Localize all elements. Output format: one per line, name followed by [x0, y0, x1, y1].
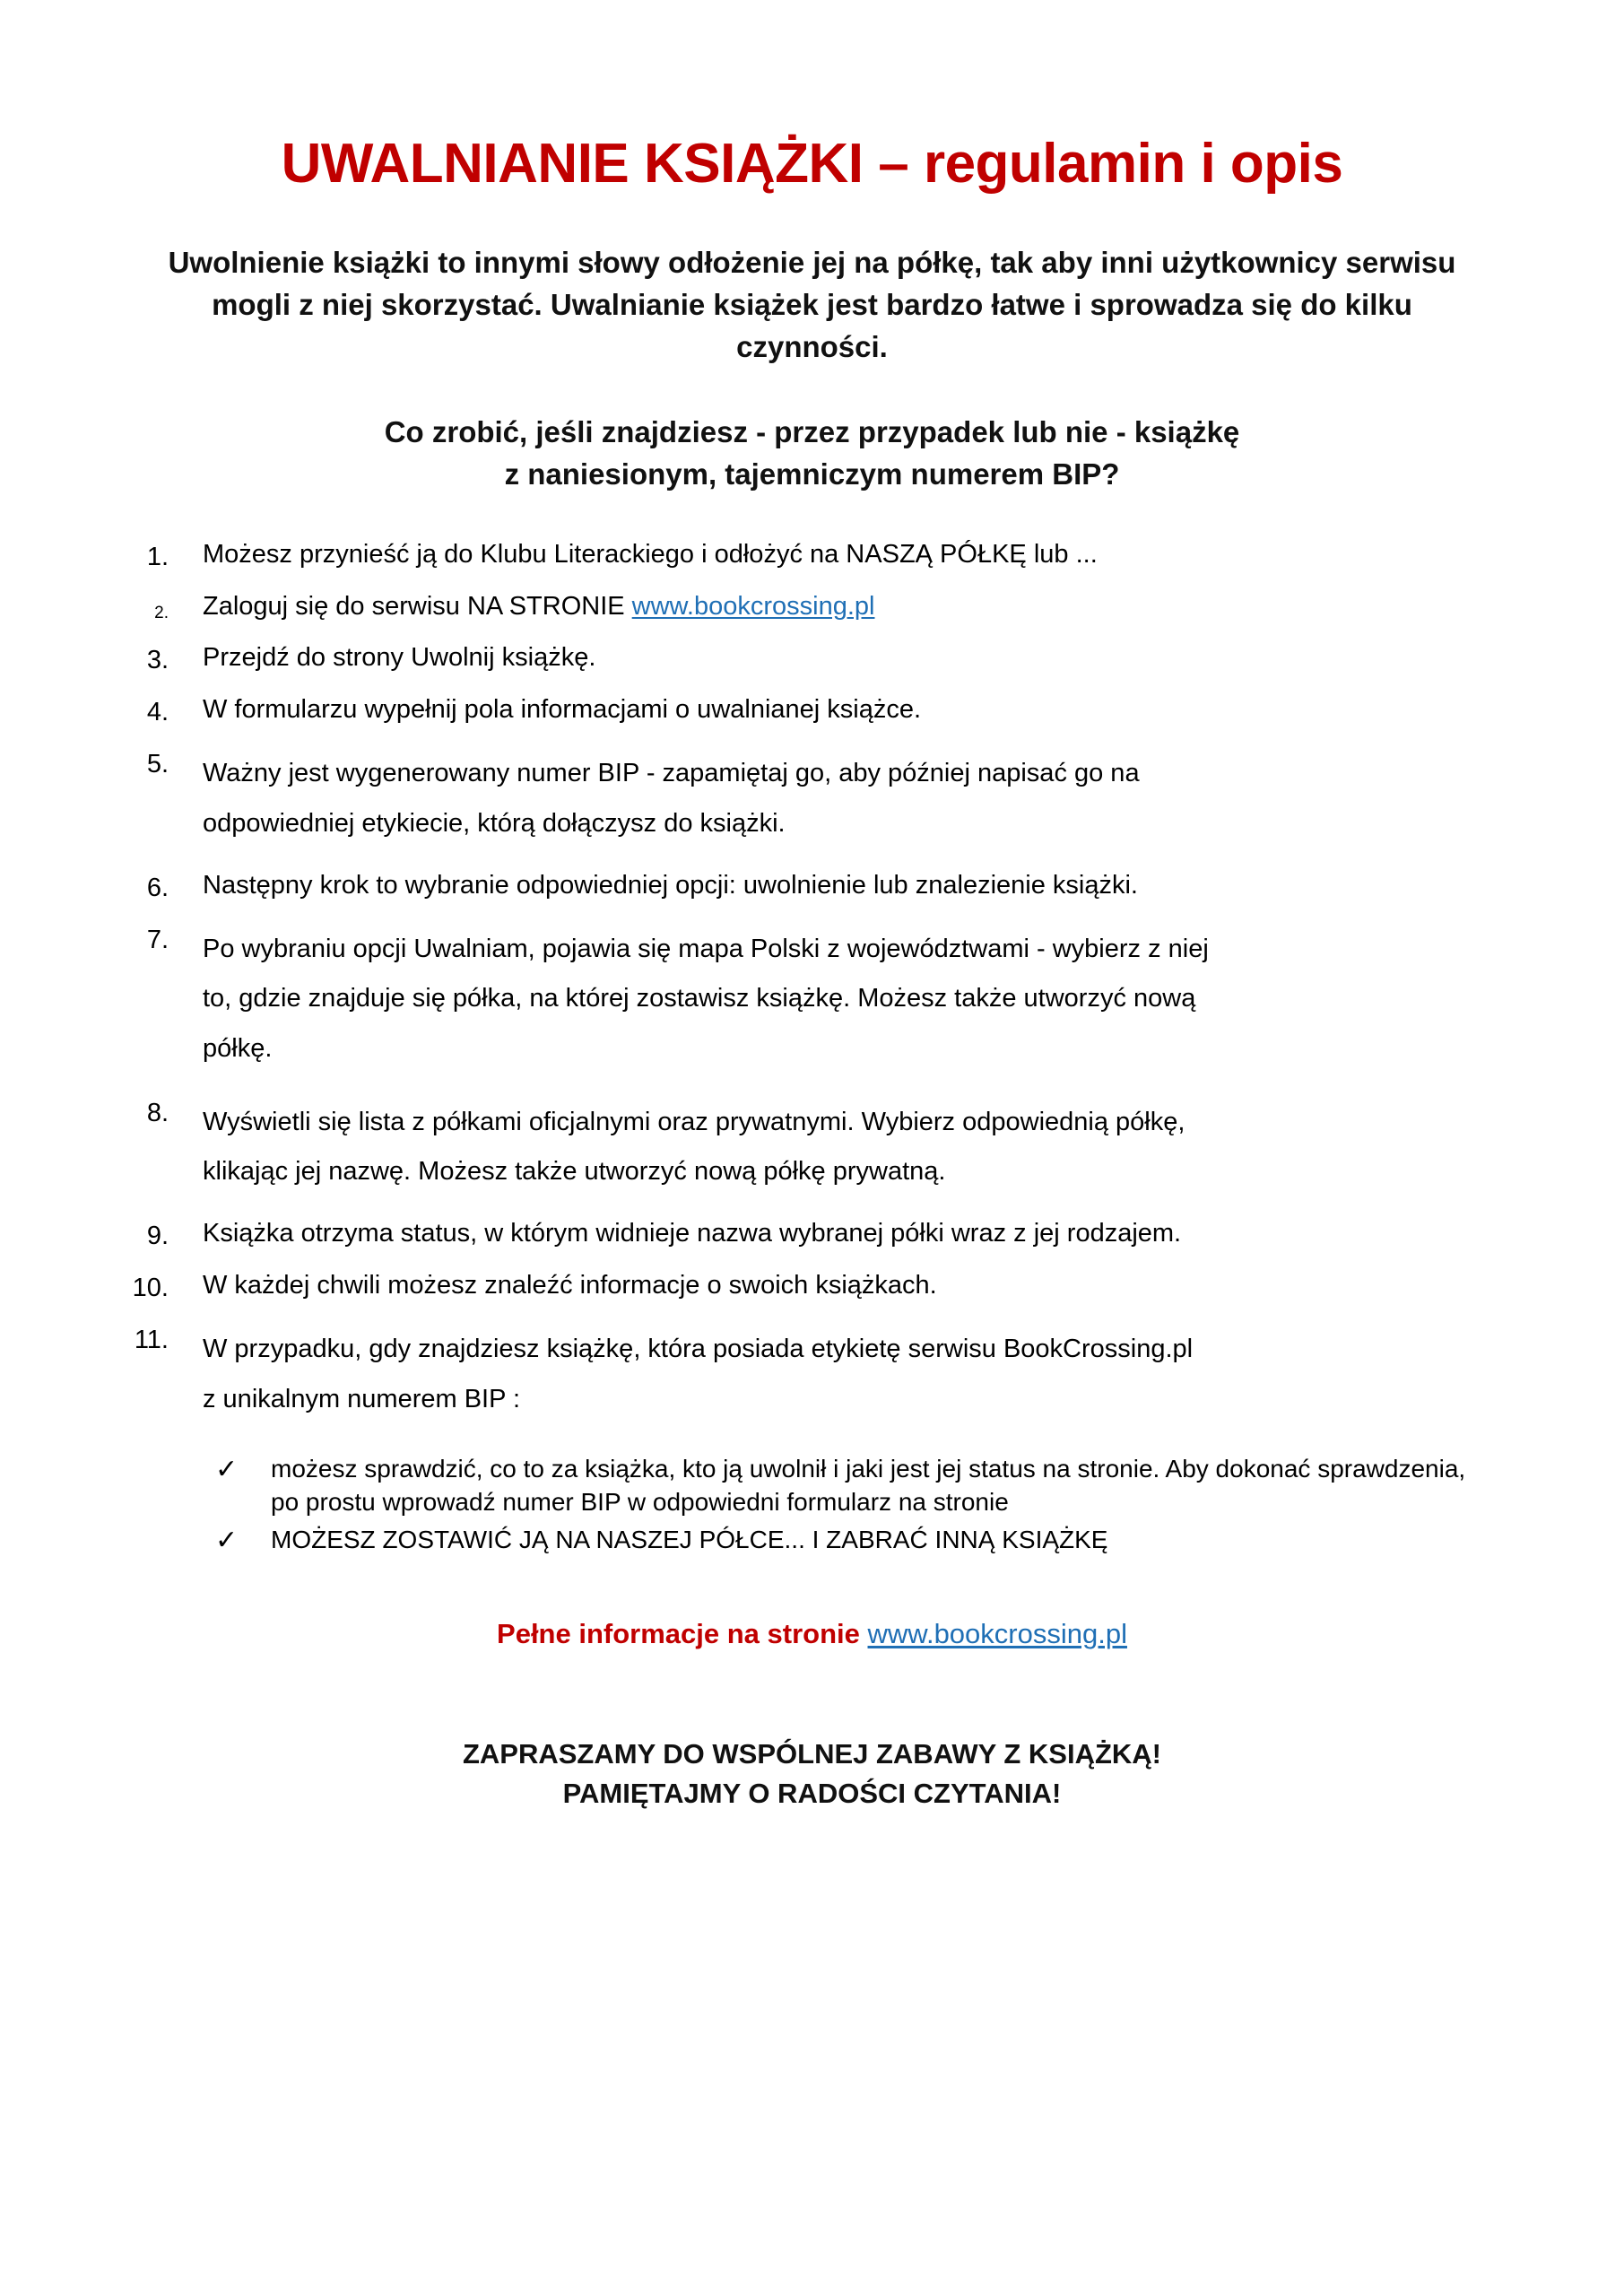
step-text-line: W przypadku, gdy znajdziesz książkę, która posiada etykietę serwisu BookCrossing.pl — [203, 1335, 1194, 1364]
closing-line-1: ZAPRASZAMY DO WSPÓLNEJ ZABAWY Z KSIĄŻKĄ! — [462, 1737, 1162, 1770]
step-text: Możesz przynieść ją do Klubu Literackiego i odłożyć na NASZĄ PÓŁKĘ lub ... — [203, 540, 1098, 570]
step-text-line: to, gdzie znajduje się półka, na której zostawisz książkę. Możesz także utworzyć nową — [203, 984, 1196, 1013]
step-text — [203, 1325, 1527, 1424]
step-text — [203, 925, 1527, 1074]
step-text-line: z unikalnym numerem BIP : — [203, 1384, 521, 1413]
step-number: 7. — [146, 925, 169, 954]
step-text-line: Po wybraniu opcji Uwalniam, pojawia się mapa Polski z województwami - wybierz z niej — [203, 934, 1209, 963]
closing-line-2: PAMIĘTAJMY O RADOŚCI CZYTANIA! — [562, 1777, 1062, 1809]
list-item — [126, 870, 1527, 902]
question-line-1: Co zrobić, jeśli znajdziesz - przez przypadek lub nie - książkę — [384, 414, 1240, 448]
list-item — [126, 1273, 1527, 1301]
list-item — [126, 925, 1527, 1074]
step-number: 5. — [146, 750, 169, 779]
step-text — [203, 1098, 1527, 1197]
step-number: 9. — [146, 1222, 169, 1251]
check-icon: ✓ — [215, 1455, 239, 1485]
page-title: UWALNIANIE KSIĄŻKI – regulamin i opis — [281, 133, 1343, 195]
list-item — [215, 1524, 1498, 1558]
step-text — [203, 594, 1527, 621]
list-item — [126, 594, 1527, 622]
step-text-line: Wyświetli się lista z półkami oficjalnymi oraz prywatnymi. Wybierz odpowiednią półkę, — [203, 1107, 1185, 1136]
check-text: MOŻESZ ZOSTAWIĆ JĄ NA NASZEJ PÓŁCE... I ZABRAĆ INNĄ KSIĄŻKĘ — [271, 1526, 1108, 1554]
intro-paragraph: Uwolnienie książki to innymi słowy odłożenie jej na półkę, tak aby inni użytkownicy serwisu mogli z niej skorzystać. Uwalnianie książek jest bardzo łatwe i sprowadza się do kilku czynności. — [168, 246, 1456, 363]
step-text: W formularzu wypełnij pola informacjami o uwalnianej książce. — [203, 695, 922, 725]
step-number: 8. — [146, 1098, 169, 1127]
step-text: Następny krok to wybranie odpowiedniej opcji: uwolnienie lub znalezienie książki. — [203, 870, 1138, 900]
step-text-line: półkę. — [203, 1034, 273, 1064]
list-item — [126, 542, 1527, 570]
step-number: 3. — [146, 646, 169, 675]
step-number: 4. — [146, 698, 169, 727]
question-heading — [0, 369, 1624, 496]
steps-list — [0, 495, 1624, 1424]
step-text-line: odpowiedniej etykiecie, którą dołączysz do książki. — [203, 809, 786, 839]
step-number: 1. — [146, 543, 169, 572]
step-text: Książka otrzyma status, w którym widnieje nazwa wybranej półki wraz z jej rodzajem. — [203, 1219, 1182, 1248]
question-line-2: z naniesionym, tajemniczym numerem BIP? — [504, 457, 1120, 491]
step-number: 11. — [134, 1326, 169, 1355]
step-text-line: Ważny jest wygenerowany numer BIP - zapamiętaj go, aby później napisać go na — [203, 759, 1140, 788]
closing-block — [0, 1652, 1624, 1813]
check-bullet-list — [0, 1448, 1624, 1558]
list-item — [126, 749, 1527, 848]
step-text-prefix: Zaloguj się do serwisu NA STRONIE — [203, 592, 632, 622]
promo-line — [0, 1564, 1624, 1652]
step-text: Przejdź do strony Uwolnij książkę. — [203, 643, 596, 673]
list-item — [126, 1098, 1527, 1197]
check-icon: ✓ — [215, 1526, 239, 1556]
step-number: 10. — [132, 1274, 169, 1303]
step-number: 6. — [146, 873, 169, 902]
bookcrossing-link[interactable]: www.bookcrossing.pl — [631, 592, 875, 622]
bookcrossing-link[interactable]: www.bookcrossing.pl — [867, 1617, 1127, 1649]
step-text: W każdej chwili możesz znaleźć informacje o swoich książkach. — [203, 1271, 937, 1300]
step-number: 2. — [154, 604, 169, 623]
list-item — [126, 645, 1527, 674]
list-item — [215, 1453, 1498, 1518]
list-item — [126, 1221, 1527, 1249]
check-text: możesz sprawdzić, co to za książka, kto ją uwolnił i jaki jest jej status na stronie. Aby dokonać sprawdzenia, po prostu wprowadź numer BIP w odpowiedni formularz na stronie — [271, 1455, 1466, 1516]
list-item — [126, 1325, 1527, 1424]
step-text-line: klikając jej nazwę. Możesz także utworzyć nową półkę prywatną. — [203, 1157, 946, 1187]
promo-text: Pełne informacje na stronie — [497, 1617, 868, 1649]
list-item — [126, 697, 1527, 726]
step-text — [203, 749, 1527, 848]
